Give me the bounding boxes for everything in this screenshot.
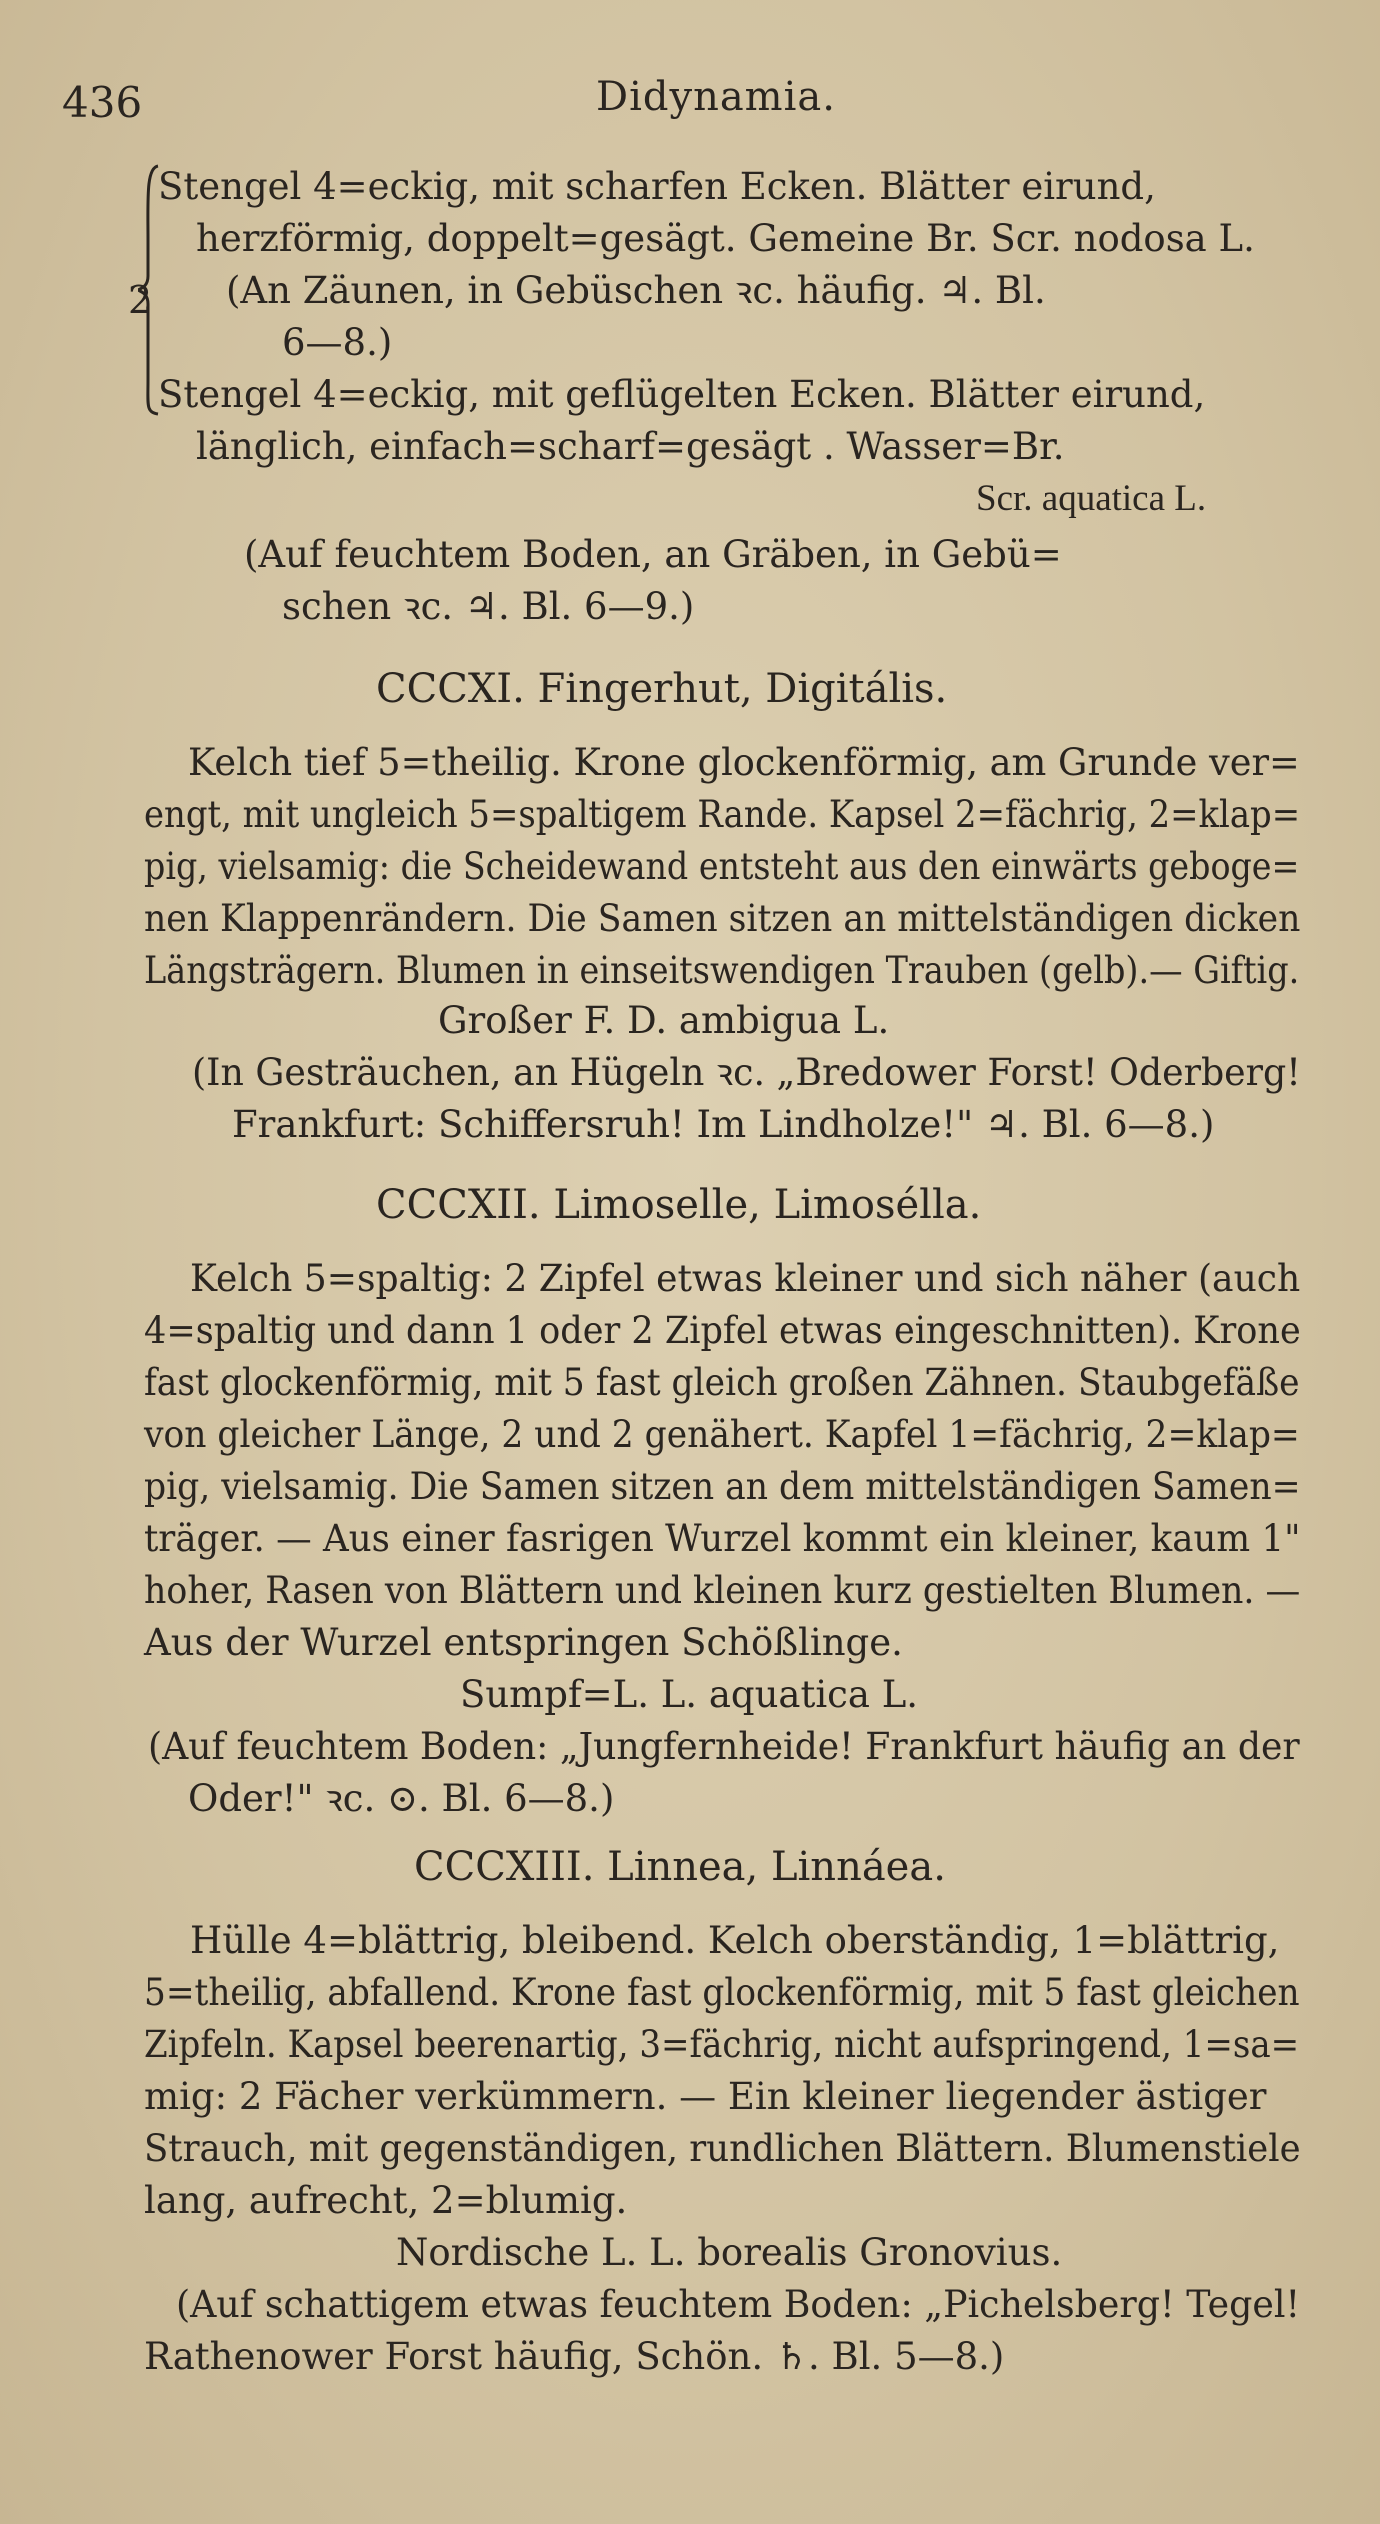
section-line: pig, vielsamig: die Scheidewand entsteht aus den einwärts geboge= <box>144 845 1300 888</box>
section-line: nen Klappenrändern. Die Samen sitzen an mittelständigen dicken <box>144 897 1301 940</box>
section-line: Kelch tief 5=theilig. Krone glockenförmig, am Grunde ver= <box>188 741 1300 784</box>
section-line: hoher, Rasen von Blättern und kleinen kurz gestielten Blumen. — <box>144 1569 1301 1612</box>
section-line: lang, aufrecht, 2=blumig. <box>144 2179 628 2222</box>
section-line: Kelch 5=spaltig: 2 Zipfel etwas kleiner und sich näher (auch <box>190 1257 1301 1300</box>
section-line: Frankfurt: Schiffersruh! Im Lindholze!" ♃. Bl. 6—8.) <box>232 1103 1215 1146</box>
couplet-line: (An Zäunen, in Gebüschen ꝛc. häufig. ♃. Bl. <box>226 269 1046 312</box>
section-title-linnaea: CCCXIII. Linnea, Linnáea. <box>414 1844 946 1890</box>
section-line: (Auf schattigem etwas feuchtem Boden: „Pichelsberg! Tegel! <box>176 2283 1301 2326</box>
couplet-line: Stengel 4=eckig, mit geflügelten Ecken. Blätter eirund, <box>158 373 1206 416</box>
section-line: Rathenower Forst häufig, Schön. ♄. Bl. 5—8.) <box>144 2335 1005 2378</box>
section-line: pig, vielsamig. Die Samen sitzen an dem mittelständigen Samen= <box>144 1465 1301 1508</box>
section-line: 5=theilig, abfallend. Krone fast glockenförmig, mit 5 fast gleichen <box>144 1971 1300 2014</box>
section-line: Strauch, mit gegenständigen, rundlichen Blättern. Blumenstiele <box>144 2127 1301 2170</box>
couplet-line: (Auf feuchtem Boden, an Gräben, in Gebü= <box>244 533 1062 576</box>
section-line: Hülle 4=blättrig, bleibend. Kelch oberständig, 1=blättrig, <box>190 1919 1280 1962</box>
species-name: Großer F. D. ambigua L. <box>438 999 890 1042</box>
section-title-digitalis: CCCXI. Fingerhut, Digitális. <box>376 666 948 712</box>
running-title: Didynamia. <box>596 74 836 120</box>
section-line: 4=spaltig und dann 1 oder 2 Zipfel etwas eingeschnitten). Krone <box>144 1309 1301 1352</box>
section-title-limosella: CCCXII. Limoselle, Limosélla. <box>376 1182 982 1228</box>
page-number: 436 <box>62 78 143 127</box>
couplet-line: schen ꝛc. ♃. Bl. 6—9.) <box>282 585 695 628</box>
couplet-number: 2 <box>128 278 153 322</box>
couplet-line: herzförmig, doppelt=gesägt. Gemeine Br. Scr. nodosa L. <box>196 217 1255 260</box>
section-line: von gleicher Länge, 2 und 2 genähert. Kapfel 1=fächrig, 2=klap= <box>144 1413 1300 1456</box>
section-line: (In Gesträuchen, an Hügeln ꝛc. „Bredower Forst! Oderberg! <box>192 1051 1301 1094</box>
section-line: Oder!" ꝛc. ⊙. Bl. 6—8.) <box>188 1777 615 1820</box>
section-line: Zipfeln. Kapsel beerenartig, 3=fächrig, nicht aufspringend, 1=sa= <box>144 2023 1300 2066</box>
section-line: fast glockenförmig, mit 5 fast gleich großen Zähnen. Staubgefäße <box>144 1361 1300 1404</box>
couplet-line: länglich, einfach=scharf=gesägt . Wasser=Br. <box>196 425 1065 468</box>
section-line: (Auf feuchtem Boden: „Jungfernheide! Frankfurt häufig an der <box>148 1725 1300 1768</box>
couplet-line: Scr. aquatica L. <box>976 478 1207 519</box>
section-line: träger. — Aus einer fasrigen Wurzel kommt ein kleiner, kaum 1" <box>144 1517 1301 1560</box>
species-name: Nordische L. L. borealis Gronovius. <box>396 2231 1063 2274</box>
couplet-line: 6—8.) <box>282 321 393 364</box>
couplet-line: Stengel 4=eckig, mit scharfen Ecken. Blätter eirund, <box>158 165 1156 208</box>
section-line: Aus der Wurzel entspringen Schößlinge. <box>144 1621 903 1664</box>
section-line: engt, mit ungleich 5=spaltigem Rande. Kapsel 2=fächrig, 2=klap= <box>144 793 1301 836</box>
species-name: Sumpf=L. L. aquatica L. <box>460 1673 919 1716</box>
section-line: Längsträgern. Blumen in einseitswendigen Trauben (gelb).— Giftig. <box>144 949 1300 992</box>
section-line: mig: 2 Fächer verkümmern. — Ein kleiner liegender ästiger <box>144 2075 1267 2118</box>
